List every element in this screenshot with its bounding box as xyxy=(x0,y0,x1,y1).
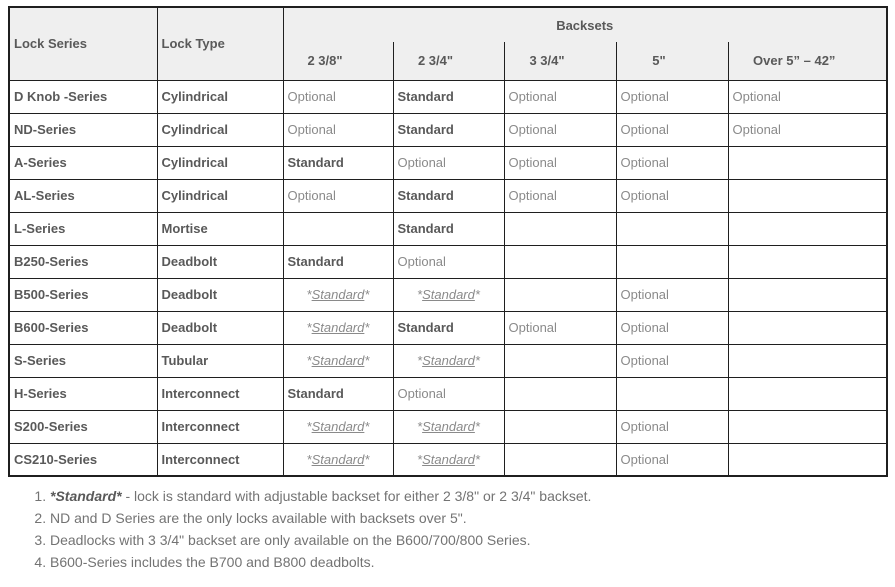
backset-cell xyxy=(504,344,616,377)
backset-cell xyxy=(504,212,616,245)
backset-table-container xyxy=(8,6,888,477)
backset-cell: Optional xyxy=(504,146,616,179)
table-body xyxy=(9,80,887,476)
backset-cell: *Standard* xyxy=(393,410,504,443)
backset-cell: Optional xyxy=(616,146,728,179)
table-row xyxy=(9,245,887,278)
table-row xyxy=(9,212,887,245)
backset-cell xyxy=(616,377,728,410)
backset-cell: *Standard* xyxy=(393,443,504,476)
table-row xyxy=(9,410,887,443)
backset-cell: Optional xyxy=(616,311,728,344)
table-row xyxy=(9,443,887,476)
note-item: 4. B600-Series includes the B700 and B800 deadbolts. xyxy=(50,554,591,570)
backset-cell xyxy=(616,212,728,245)
lock-series-cell: CS210-Series xyxy=(9,443,157,476)
backset-cell xyxy=(728,311,887,344)
lock-type-cell: Mortise xyxy=(157,212,283,245)
backset-cell: Standard xyxy=(283,146,393,179)
backset-cell xyxy=(728,377,887,410)
lock-type-cell: Cylindrical xyxy=(157,146,283,179)
backset-cell xyxy=(504,410,616,443)
note-item: 1. *Standard* - lock is standard with adjustable backset for either 2 3/8" or 2 3/4" backset. xyxy=(50,488,591,504)
backset-cell xyxy=(504,377,616,410)
lock-type-cell: Tubular xyxy=(157,344,283,377)
backset-cell xyxy=(728,410,887,443)
header-row-top xyxy=(9,7,887,42)
backset-cell: Standard xyxy=(393,212,504,245)
lock-series-cell: AL-Series xyxy=(9,179,157,212)
lock-type-cell: Cylindrical xyxy=(157,80,283,113)
lock-backsets-table xyxy=(8,6,888,477)
backset-cell xyxy=(616,245,728,278)
lock-series-cell: S200-Series xyxy=(9,410,157,443)
table-row xyxy=(9,278,887,311)
lock-series-cell: A-Series xyxy=(9,146,157,179)
backset-size-column-header: 2 3/4" xyxy=(393,42,504,80)
lock-type-cell: Interconnect xyxy=(157,443,283,476)
lock-series-cell: B600-Series xyxy=(9,311,157,344)
backset-cell xyxy=(283,212,393,245)
backset-cell: Optional xyxy=(616,443,728,476)
backset-cell xyxy=(728,443,887,476)
backset-cell xyxy=(728,146,887,179)
lock-series-cell: S-Series xyxy=(9,344,157,377)
note-emphasis: *Standard* xyxy=(50,488,122,504)
table-row xyxy=(9,80,887,113)
backset-cell: Optional xyxy=(616,80,728,113)
lock-type-cell: Interconnect xyxy=(157,410,283,443)
backset-cell: *Standard* xyxy=(393,344,504,377)
lock-type-cell: Cylindrical xyxy=(157,179,283,212)
lock-type-cell: Deadbolt xyxy=(157,278,283,311)
backset-cell: Optional xyxy=(728,80,887,113)
backset-cell: Optional xyxy=(504,311,616,344)
backset-cell: Standard xyxy=(393,311,504,344)
backset-cell xyxy=(728,179,887,212)
table-row xyxy=(9,311,887,344)
lock-series-cell: H-Series xyxy=(9,377,157,410)
backset-cell: Optional xyxy=(616,344,728,377)
backset-cell: Optional xyxy=(283,179,393,212)
backset-cell: *Standard* xyxy=(283,410,393,443)
backset-size-column-header: 2 3/8" xyxy=(283,42,393,80)
lock-series-cell: ND-Series xyxy=(9,113,157,146)
lock-series-cell: B250-Series xyxy=(9,245,157,278)
backset-cell: Optional xyxy=(504,80,616,113)
backset-size-column-header: 5" xyxy=(616,42,728,80)
backset-cell: Standard xyxy=(393,113,504,146)
backset-cell: Standard xyxy=(393,80,504,113)
backset-cell: *Standard* xyxy=(283,344,393,377)
lock-series-cell: L-Series xyxy=(9,212,157,245)
backset-cell: Standard xyxy=(393,179,504,212)
table-row xyxy=(9,146,887,179)
backset-cell xyxy=(728,278,887,311)
lock-type-column-header: Lock Type xyxy=(157,7,283,80)
backset-cell: Optional xyxy=(283,80,393,113)
backset-cell: Optional xyxy=(616,278,728,311)
table-row xyxy=(9,113,887,146)
lock-series-cell: B500-Series xyxy=(9,278,157,311)
backset-cell: Optional xyxy=(393,245,504,278)
backset-size-column-header: 3 3/4" xyxy=(504,42,616,80)
backset-cell: Optional xyxy=(728,113,887,146)
backset-cell: Optional xyxy=(283,113,393,146)
lock-type-cell: Interconnect xyxy=(157,377,283,410)
backsets-group-header: Backsets xyxy=(283,7,887,42)
backset-cell xyxy=(504,278,616,311)
lock-series-cell: D Knob -Series xyxy=(9,80,157,113)
backset-cell: Optional xyxy=(504,179,616,212)
table-row xyxy=(9,377,887,410)
backset-cell: Optional xyxy=(393,377,504,410)
lock-type-cell: Deadbolt xyxy=(157,245,283,278)
backset-cell: *Standard* xyxy=(283,311,393,344)
table-row xyxy=(9,344,887,377)
lock-type-cell: Cylindrical xyxy=(157,113,283,146)
note-item: 3. Deadlocks with 3 3/4" backset are only available on the B600/700/800 Series. xyxy=(50,532,591,548)
backset-cell: Optional xyxy=(616,113,728,146)
lock-series-column-header: Lock Series xyxy=(9,7,157,80)
backset-cell xyxy=(728,245,887,278)
backset-size-column-header: Over 5” – 42” xyxy=(728,42,887,80)
lock-type-cell: Deadbolt xyxy=(157,311,283,344)
backset-cell: Standard xyxy=(283,245,393,278)
backset-cell: *Standard* xyxy=(283,443,393,476)
note-item: 2. ND and D Series are the only locks available with backsets over 5". xyxy=(50,510,591,526)
backset-cell: Standard xyxy=(283,377,393,410)
backset-cell: Optional xyxy=(616,410,728,443)
footnotes-list xyxy=(10,488,591,576)
backset-cell xyxy=(728,212,887,245)
table-header xyxy=(9,7,887,80)
backset-cell: *Standard* xyxy=(393,278,504,311)
table-row xyxy=(9,179,887,212)
backset-cell: Optional xyxy=(393,146,504,179)
backset-cell: Optional xyxy=(504,113,616,146)
backset-cell: Optional xyxy=(616,179,728,212)
backset-cell xyxy=(504,245,616,278)
backset-cell xyxy=(728,344,887,377)
backset-cell xyxy=(504,443,616,476)
backset-cell: *Standard* xyxy=(283,278,393,311)
